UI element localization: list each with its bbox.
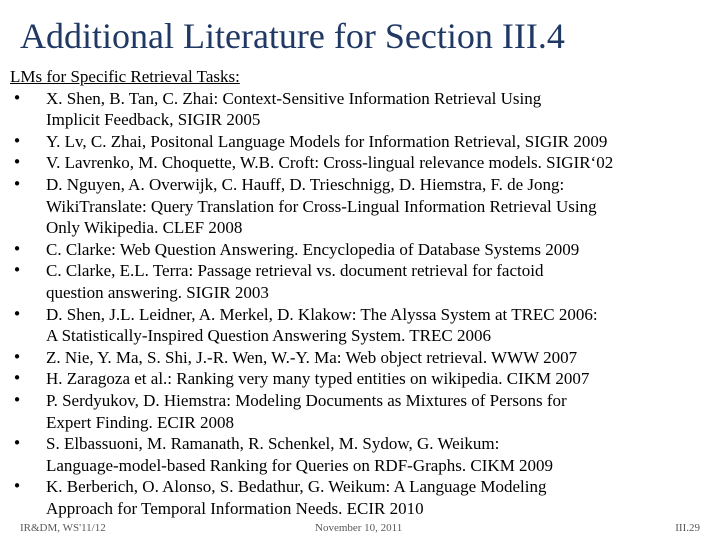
reference-text-line: Language-model-based Ranking for Queries on RDF-Graphs. CIKM 2009 (46, 455, 554, 475)
reference-item (10, 152, 720, 174)
slide-content (10, 66, 720, 519)
reference-item (10, 433, 720, 476)
reference-text-line: Implicit Feedback, SIGIR 2005 (46, 110, 261, 130)
reference-text-line: Y. Lv, C. Zhai, Positonal Language Models for Information Retrieval, SIGIR 2009 (46, 131, 608, 151)
reference-text-line: WikiTranslate: Query Translation for Cross-Lingual Information Retrieval Using (46, 196, 597, 216)
bullet-icon: • (12, 390, 22, 409)
reference-item (10, 88, 720, 131)
reference-text-line: question answering. SIGIR 2003 (46, 282, 269, 302)
bullet-icon: • (12, 239, 22, 258)
reference-text-line: V. Lavrenko, M. Choquette, W.B. Croft: Cross-lingual relevance models. SIGIR‘02 (46, 153, 614, 173)
reference-text-line: Approach for Temporal Information Needs. ECIR 2010 (46, 498, 424, 518)
bullet-icon: • (12, 304, 22, 323)
bullet-icon: • (12, 174, 22, 193)
reference-item (10, 239, 720, 261)
footer-course: IR&DM, WS'11/12 (20, 522, 106, 534)
reference-text-line: X. Shen, B. Tan, C. Zhai: Context-Sensitive Information Retrieval Using (46, 88, 542, 108)
reference-text-line: D. Nguyen, A. Overwijk, C. Hauff, D. Trieschnigg, D. Hiemstra, F. de Jong: (46, 174, 565, 194)
reference-text-line: Only Wikipedia. CLEF 2008 (46, 218, 243, 238)
reference-text-line: H. Zaragoza et al.: Ranking very many typed entities on wikipedia. CIKM 2007 (46, 369, 590, 389)
reference-text-line: C. Clarke: Web Question Answering. Encyclopedia of Database Systems 2009 (46, 239, 580, 259)
reference-item (10, 476, 720, 519)
reference-text-line: A Statistically-Inspired Question Answering System. TREC 2006 (46, 326, 491, 346)
reference-list (10, 88, 720, 520)
section-heading: LMs for Specific Retrieval Tasks: (10, 67, 240, 86)
reference-text-line: D. Shen, J.L. Leidner, A. Merkel, D. Klakow: The Alyssa System at TREC 2006: (46, 304, 598, 324)
footer-date: November 10, 2011 (315, 522, 403, 534)
reference-text-line: P. Serdyukov, D. Hiemstra: Modeling Documents as Mixtures of Persons for (46, 390, 567, 410)
bullet-icon: • (12, 131, 22, 150)
bullet-icon: • (12, 347, 22, 366)
bullet-icon: • (12, 88, 22, 107)
bullet-icon: • (12, 434, 22, 453)
bullet-icon: • (12, 261, 22, 280)
reference-item (10, 368, 720, 390)
reference-text-line: C. Clarke, E.L. Terra: Passage retrieval vs. document retrieval for factoid (46, 261, 544, 281)
reference-item (10, 131, 720, 153)
reference-text-line: K. Berberich, O. Alonso, S. Bedathur, G. Weikum: A Language Modeling (46, 477, 547, 497)
bullet-icon: • (12, 153, 22, 172)
reference-item (10, 260, 720, 303)
reference-text-line: Z. Nie, Y. Ma, S. Shi, J.-R. Wen, W.-Y. Ma: Web object retrieval. WWW 2007 (46, 347, 578, 367)
reference-item (10, 174, 720, 239)
bullet-icon: • (12, 369, 22, 388)
reference-text-line: Expert Finding. ECIR 2008 (46, 412, 234, 432)
slide-title: Additional Literature for Section III.4 (20, 16, 565, 56)
footer-page-number: III.29 (675, 522, 700, 534)
reference-item (10, 347, 720, 369)
reference-item (10, 304, 720, 347)
reference-text-line: S. Elbassuoni, M. Ramanath, R. Schenkel, M. Sydow, G. Weikum: (46, 434, 500, 454)
reference-item (10, 390, 720, 433)
bullet-icon: • (12, 477, 22, 496)
